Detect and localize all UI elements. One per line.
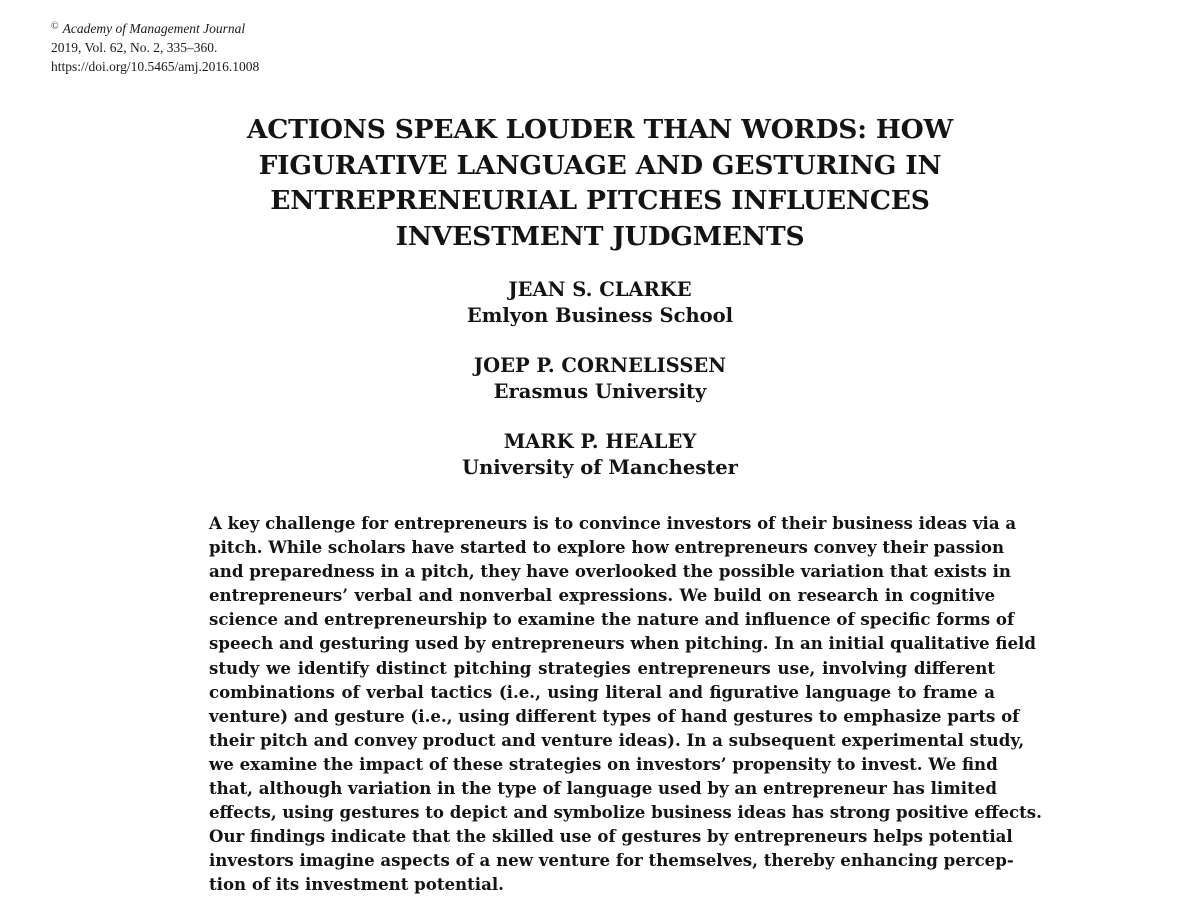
- title-line: ACTIONS SPEAK LOUDER THAN WORDS: HOW: [246, 114, 954, 145]
- author-name: JEAN S. CLARKE: [508, 278, 692, 301]
- doi-link[interactable]: https://doi.org/10.5465/amj.2016.1008: [51, 59, 260, 74]
- abstract-line: speech and gesturing used by entrepreneurs when pitching. In an initial qualitative field: [209, 633, 1036, 654]
- abstract-line: A key challenge for entrepreneurs is to convince investors of their business ideas via a: [209, 513, 1017, 533]
- journal-line: [51, 17, 259, 38]
- author-affiliation: Emlyon Business School: [466, 304, 734, 327]
- title-line: ENTREPRENEURIAL PITCHES INFLUENCES: [270, 185, 930, 216]
- copyright-symbol: ©: [51, 21, 59, 32]
- abstract: [209, 511, 1042, 897]
- author-block-cornelissen: [300, 353, 900, 405]
- abstract-line: that, although variation in the type of language used by an entrepreneur has limited: [209, 778, 997, 799]
- author-affiliation: Erasmus University: [493, 380, 707, 403]
- abstract-line: venture) and gesture (i.e., using different types of hand gestures to emphasize parts of: [209, 705, 1020, 726]
- abstract-line: study we identify distinct pitching strategies entrepreneurs use, involving different: [209, 657, 995, 678]
- abstract-line: combinations of verbal tactics (i.e., using literal and figurative language to frame a: [209, 681, 995, 702]
- author-affiliation: University of Manchester: [462, 456, 738, 479]
- abstract-line: their pitch and convey product and venture ideas). In a subsequent experimental study,: [209, 729, 1025, 750]
- article-title: [150, 112, 1050, 254]
- abstract-line: science and entrepreneurship to examine the nature and influence of specific forms of: [209, 609, 1015, 630]
- author-name: JOEP P. CORNELISSEN: [473, 354, 727, 377]
- journal-header: [51, 17, 259, 76]
- abstract-line: Our findings indicate that the skilled use of gestures by entrepreneurs helps potential: [209, 826, 1013, 847]
- author-block-clarke: [300, 277, 900, 329]
- abstract-line: entrepreneurs’ verbal and nonverbal expressions. We build on research in cognitive: [209, 585, 995, 606]
- title-line: FIGURATIVE LANGUAGE AND GESTURING IN: [258, 149, 942, 181]
- author-name: MARK P. HEALEY: [503, 430, 697, 453]
- journal-name: Academy of Management Journal: [62, 21, 246, 36]
- abstract-line: effects, using gestures to depict and symbolize business ideas has strong positive effects.: [209, 802, 1042, 823]
- abstract-line: pitch. While scholars have started to explore how entrepreneurs convey their passion: [209, 537, 1005, 558]
- abstract-line: tion of its investment potential.: [209, 874, 504, 895]
- abstract-line: and preparedness in a pitch, they have overlooked the possible variation that exists in: [209, 561, 1011, 582]
- abstract-line: investors imagine aspects of a new venture for themselves, thereby enhancing percep-: [209, 850, 1014, 871]
- title-line: INVESTMENT JUDGMENTS: [395, 220, 805, 252]
- author-block-healey: [300, 429, 900, 481]
- abstract-line: we examine the impact of these strategies on investors’ propensity to invest. We find: [209, 753, 998, 774]
- volume-line: 2019, Vol. 62, No. 2, 335–360.: [51, 40, 218, 55]
